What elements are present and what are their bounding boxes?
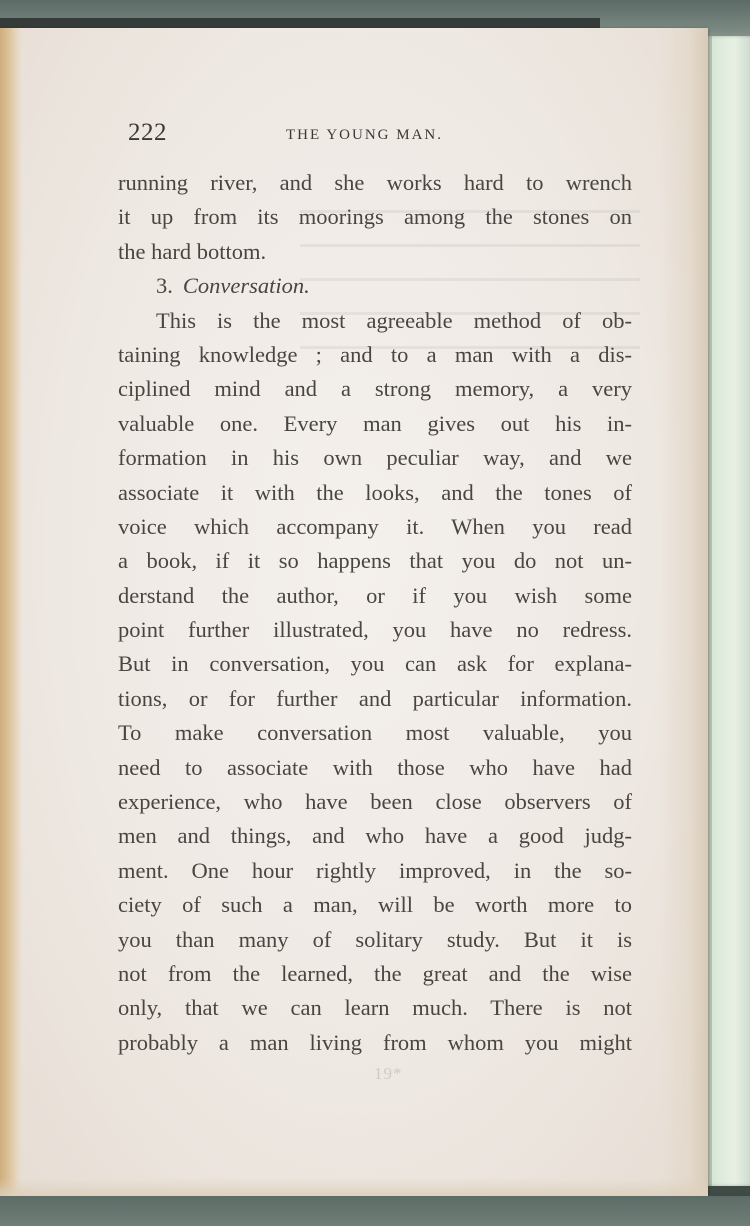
page-bottom-edge [0, 1178, 708, 1198]
text-line: tions, or for further and particular information. [118, 685, 632, 711]
running-head: THE YOUNG MAN. [286, 127, 444, 143]
text-line: the hard bottom. [118, 238, 267, 264]
text-line: a book, if it so happens that you do not un- [118, 548, 632, 574]
page-gutter [0, 28, 22, 1196]
text-line: running river, and she works hard to wrench [118, 170, 632, 195]
text-line: But in conversation, you can ask for explana- [118, 651, 632, 677]
text-line: only, that we can learn much. There is not [118, 995, 632, 1021]
text-line: voice which accompany it. When you read [118, 513, 632, 539]
text-line: ciplined mind and a strong memory, a very [118, 376, 632, 402]
text-line: valuable one. Every man gives out his in- [118, 410, 632, 436]
book-cover-bottom [0, 1196, 750, 1226]
text-line: derstand the author, or if you wish some [118, 582, 632, 608]
text-line: point further illustrated, you have no redress. [118, 617, 632, 643]
text-line: need to associate with those who have had [118, 754, 632, 780]
text-line: experience, who have been close observers of [118, 789, 632, 815]
text-line: To make conversation most valuable, you [118, 720, 632, 746]
text-line: associate it with the looks, and the tones of [118, 479, 632, 505]
text-line: men and things, and who have a good judg- [118, 823, 632, 849]
section-title: Conversation. [182, 273, 310, 299]
page-header [128, 116, 628, 150]
text-line: not from the learned, the great and the wise [118, 960, 632, 986]
text-line: probably a man living from whom you might [118, 1029, 632, 1055]
text-line: you than many of solitary study. But it is [118, 926, 632, 952]
text-line: ciety of such a man, will be worth more to [118, 892, 632, 918]
page-right-edge [660, 28, 708, 1196]
page-number: 222 [128, 119, 167, 146]
text-line: ment. One hour rightly improved, in the so- [118, 857, 632, 883]
section-number: 3. [156, 273, 173, 299]
text-line: it up from its moorings among the stones on [118, 204, 632, 230]
text-line: formation in his own peculiar way, and we [118, 445, 632, 471]
text-line: This is the most agreeable method of ob- [156, 307, 632, 333]
text-line: taining knowledge ; and to a man with a dis- [118, 341, 632, 367]
signature-mark: 19* [374, 1064, 403, 1083]
section-heading [118, 269, 632, 303]
page-body-text [118, 166, 632, 1060]
